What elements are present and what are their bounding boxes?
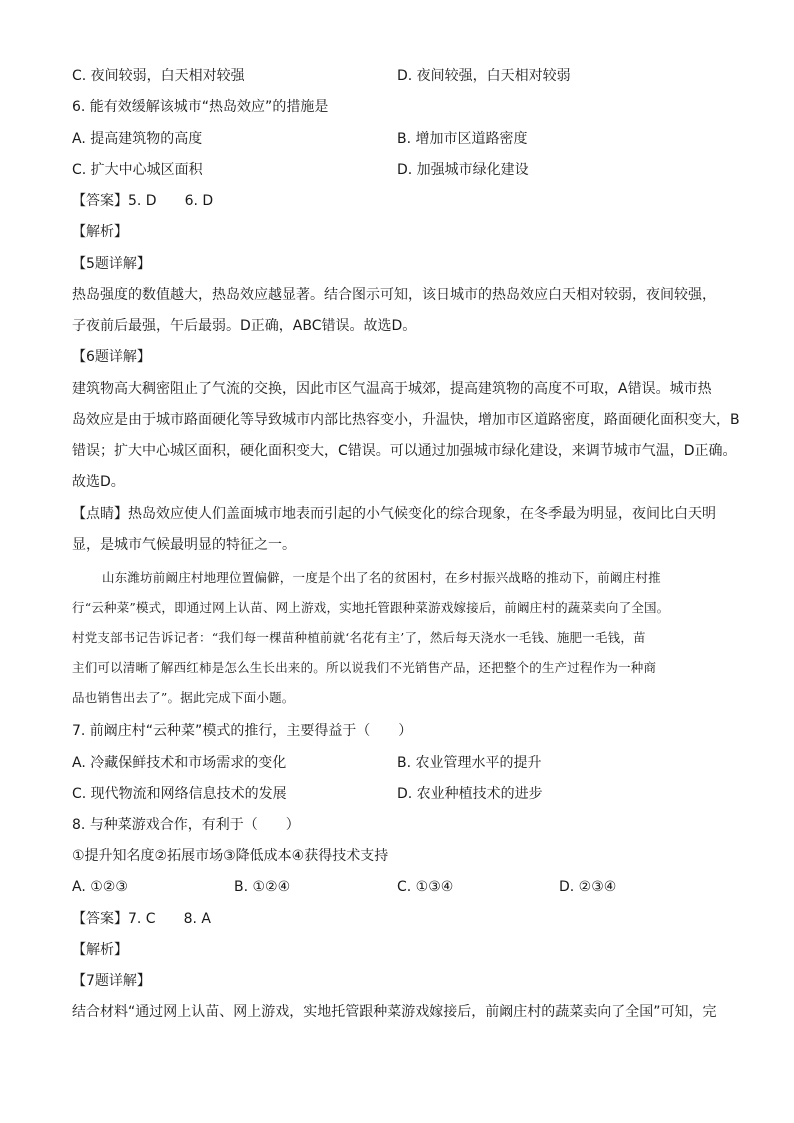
- q6-option-d: D. 加强城市绿化建设: [397, 162, 529, 178]
- tip-tag: 【点睛】: [72, 506, 128, 522]
- answer-line-2: [72, 909, 211, 929]
- q8-items: ①提升知名度②拓展市场③降低成本④获得技术支持: [72, 848, 389, 864]
- tip-line-1: [72, 504, 716, 524]
- passage-line-4: 主们可以清晰了解西红柿是怎么生长出来的。所以说我们不光销售产品，还把整个的生产过程作为一种商: [72, 660, 657, 675]
- answer-text-2: 7. C 8. A: [128, 911, 211, 927]
- detail-5-line-2: 子夜前后最强，午后最弱。D正确，ABC错误。故选D。: [72, 318, 417, 334]
- q8-option-d: D. ②③④: [559, 879, 617, 895]
- q6-stem: 6. 能有效缓解该城市“热岛效应”的措施是: [72, 99, 329, 115]
- answer-text: 5. D 6. D: [128, 193, 214, 209]
- q7-stem: 7. 前阚庄村“云种菜”模式的推行，主要得益于（ ）: [72, 723, 413, 739]
- detail-6-line-3: 错误；扩大中心城区面积，硬化面积变大，C错误。可以通过加强城市绿化建设，来调节城市气温，D正确。: [72, 443, 737, 459]
- q6-option-b: B. 增加市区道路密度: [397, 131, 528, 147]
- detail-6-title: 【6题详解】: [72, 349, 151, 365]
- answer-tag-2: 【答案】: [72, 911, 128, 927]
- detail-7-line-1: 结合材料“通过网上认苗、网上游戏，实地托管跟种菜游戏嫁接后，前阚庄村的蔬菜卖向了全国”可知，完: [72, 1004, 717, 1020]
- passage-line-1: 山东潍坊前阚庄村地理位置偏僻，一度是个出了名的贫困村，在乡村振兴战略的推动下，前阚庄村推: [102, 570, 661, 585]
- analysis-heading-2: 【解析】: [72, 942, 128, 958]
- q8-stem: 8. 与种菜游戏合作，有利于（ ）: [72, 817, 300, 833]
- q8-option-c: C. ①③④: [397, 879, 454, 895]
- detail-5-line-1: 热岛强度的数值越大，热岛效应越显著。结合图示可知，该日城市的热岛效应白天相对较弱，夜间较强，: [72, 287, 716, 303]
- answer-tag: 【答案】: [72, 193, 128, 209]
- q6-option-c: C. 扩大中心城区面积: [72, 162, 203, 178]
- analysis-heading-1: 【解析】: [72, 224, 128, 240]
- passage-line-3: 村党支部书记告诉记者：“我们每一棵苗种植前就‘名花有主’了，然后每天浇水一毛钱、施肥一毛钱，苗: [72, 630, 646, 645]
- detail-7-title: 【7题详解】: [72, 973, 151, 989]
- passage-line-2: 行“云种菜”模式，即通过网上认苗、网上游戏，实地托管跟种菜游戏嫁接后，前阚庄村的蔬菜卖向了全国。: [72, 600, 670, 615]
- q7-option-b: B. 农业管理水平的提升: [397, 755, 542, 771]
- q6-option-a: A. 提高建筑物的高度: [72, 131, 203, 147]
- tip-text-1: 热岛效应使人们盖面城市地表而引起的小气候变化的综合现象，在冬季最为明显，夜间比白天明: [128, 506, 716, 522]
- q7-option-c: C. 现代物流和网络信息技术的发展: [72, 786, 287, 802]
- q8-option-b: B. ①②④: [234, 879, 291, 895]
- detail-6-line-1: 建筑物高大稠密阻止了气流的交换，因此市区气温高于城郊，提高建筑物的高度不可取，A错误。城市热: [72, 381, 712, 397]
- q5-option-d: D. 夜间较强，白天相对较弱: [397, 68, 571, 84]
- q7-option-d: D. 农业种植技术的进步: [397, 786, 543, 802]
- passage-line-5: 品也销售出去了”。据此完成下面小题。: [72, 690, 295, 705]
- q7-option-a: A. 冷藏保鲜技术和市场需求的变化: [72, 755, 287, 771]
- q8-option-a: A. ①②③: [72, 879, 128, 895]
- tip-line-2: 显，是城市气候最明显的特征之一。: [72, 537, 296, 553]
- answer-line-1: [72, 191, 213, 211]
- detail-6-line-2: 岛效应是由于城市路面硬化等导致城市内部比热容变小，升温快，增加市区道路密度，路面硬化面积变大，B: [72, 412, 740, 428]
- q5-option-c: C. 夜间较弱，白天相对较强: [72, 68, 245, 84]
- detail-6-line-4: 故选D。: [72, 474, 125, 490]
- detail-5-title: 【5题详解】: [72, 256, 151, 272]
